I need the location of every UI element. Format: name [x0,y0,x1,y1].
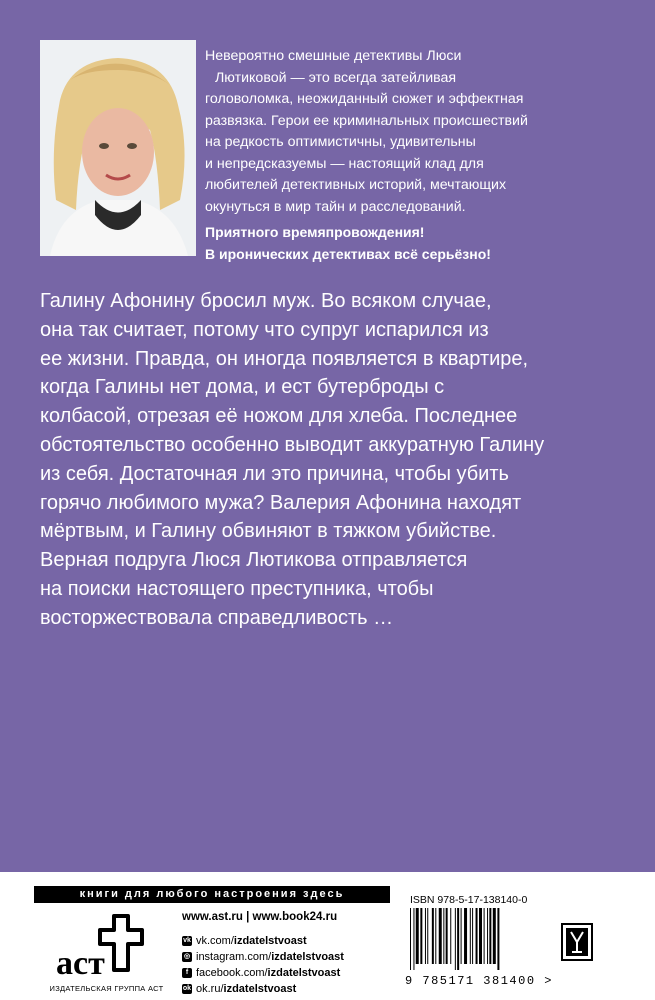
publisher-name: ИЗДАТЕЛЬСКАЯ ГРУППА АСТ [49,984,164,993]
synopsis-line: из себя. Достаточная ли это причина, чтобы убить [40,462,509,485]
vk-icon: vk [183,937,191,944]
odnoklassniki-icon: ok [182,985,192,992]
synopsis-line: на поиски настоящего преступника, чтобы [40,577,434,600]
blurb-line: головоломка, неожиданный сюжет и эффектная [205,91,524,107]
barcode-bar [464,908,467,964]
barcode [408,908,548,970]
barcode-bar [416,908,419,964]
barcode-bar [450,908,451,964]
social-handle: izdatelstvoast [223,983,297,995]
barcode-bar [476,908,478,964]
blurb-line: на редкость оптимистичны, удивительны [205,134,476,150]
barcode-bar [479,908,482,964]
social-handle: izdatelstvoast [271,951,344,963]
barcode-bar [470,908,471,964]
social-link-facebook[interactable] [182,965,344,981]
synopsis-line: Галину Афонину бросил муж. Во всяком случае, [40,290,492,312]
synopsis-line: колбасой, отрезая её ножом для хлеба. Последнее [40,405,518,428]
social-handle: izdatelstvoast [233,935,307,947]
blurb-line: развязка. Герои ее криминальных происшествий [205,112,528,129]
social-handle: izdatelstvoast [267,967,341,979]
social-links [182,933,344,997]
barcode-bar [420,908,422,964]
social-prefix: facebook.com/ [196,967,268,979]
blurb-bold-line: В иронических детективах всё серьёзно! [205,245,491,262]
blurb-line: окунуться в мир тайн и расследований. [205,198,466,215]
synopsis-line: горячо любимого мужа? Валерия Афонина находят [40,491,522,514]
barcode-bar [484,908,485,964]
blurb-bold-line: Приятного времяпровождения! [205,224,425,240]
social-prefix: ok.ru/ [196,983,224,995]
barcode-bar [443,908,444,964]
barcode-bar [455,908,456,970]
barcode-bar [446,908,448,964]
age-rating-icon [560,922,594,962]
barcode-bar [457,908,459,970]
barcode-bar [461,908,462,964]
synopsis-line: мёртвым, и Галину обвиняют в тяжком убийстве. [40,520,497,543]
logo-text: аст [56,945,105,982]
social-link-vk[interactable] [182,933,344,949]
author-photo [40,40,196,256]
blurb-line: и непредсказуемы — настоящий клад для [205,155,484,172]
barcode-bar [413,908,414,970]
barcode-bar [432,908,434,964]
barcode-bar [489,908,491,964]
barcode-bar [472,908,473,964]
barcode-bar [410,908,411,970]
barcode-number: 9 785171 381400 > [405,974,553,988]
synopsis-line: Верная подруга Люся Лютикова отправляется [40,549,468,572]
synopsis-line: когда Галины нет дома, и ест бутерброды с [40,376,445,399]
website-links[interactable]: www.ast.ru | www.book24.ru [182,911,338,923]
social-prefix: instagram.com/ [196,951,272,963]
barcode-bar [493,908,496,964]
blurb-line: любителей детективных историй, мечтающих [205,177,507,193]
facebook-icon: f [182,968,192,978]
blurb-line: Невероятно смешные детективы Люси [205,48,462,64]
synopsis-line: ее жизни. Правда, он иногда появляется в квартире, [40,347,529,370]
social-link-instagram[interactable] [182,949,344,965]
ast-logo [52,912,162,987]
barcode-bar [427,908,428,964]
barcode-bar [439,908,442,964]
tagline: книги для любого настроения здесь [34,886,390,903]
barcode-bar [435,908,436,964]
social-prefix: vk.com/ [196,935,234,947]
author-blurb [205,46,625,265]
barcode-bar [487,908,488,964]
barcode-bar [425,908,426,964]
barcode-bar [497,908,499,970]
synopsis-line: восторжествовала справедливость … [40,606,394,629]
synopsis-line: она так считает, потому что супруг испарился из [40,318,489,341]
social-link-ok[interactable] [182,981,344,997]
blurb-line: Лютиковой — это всегда затейливая [215,69,457,86]
synopsis [40,287,630,633]
isbn: ISBN 978-5-17-138140-0 [410,894,528,906]
instagram-icon: ◎ [183,953,191,960]
synopsis-line: обстоятельство особенно выводит аккуратную Галину [40,433,545,456]
